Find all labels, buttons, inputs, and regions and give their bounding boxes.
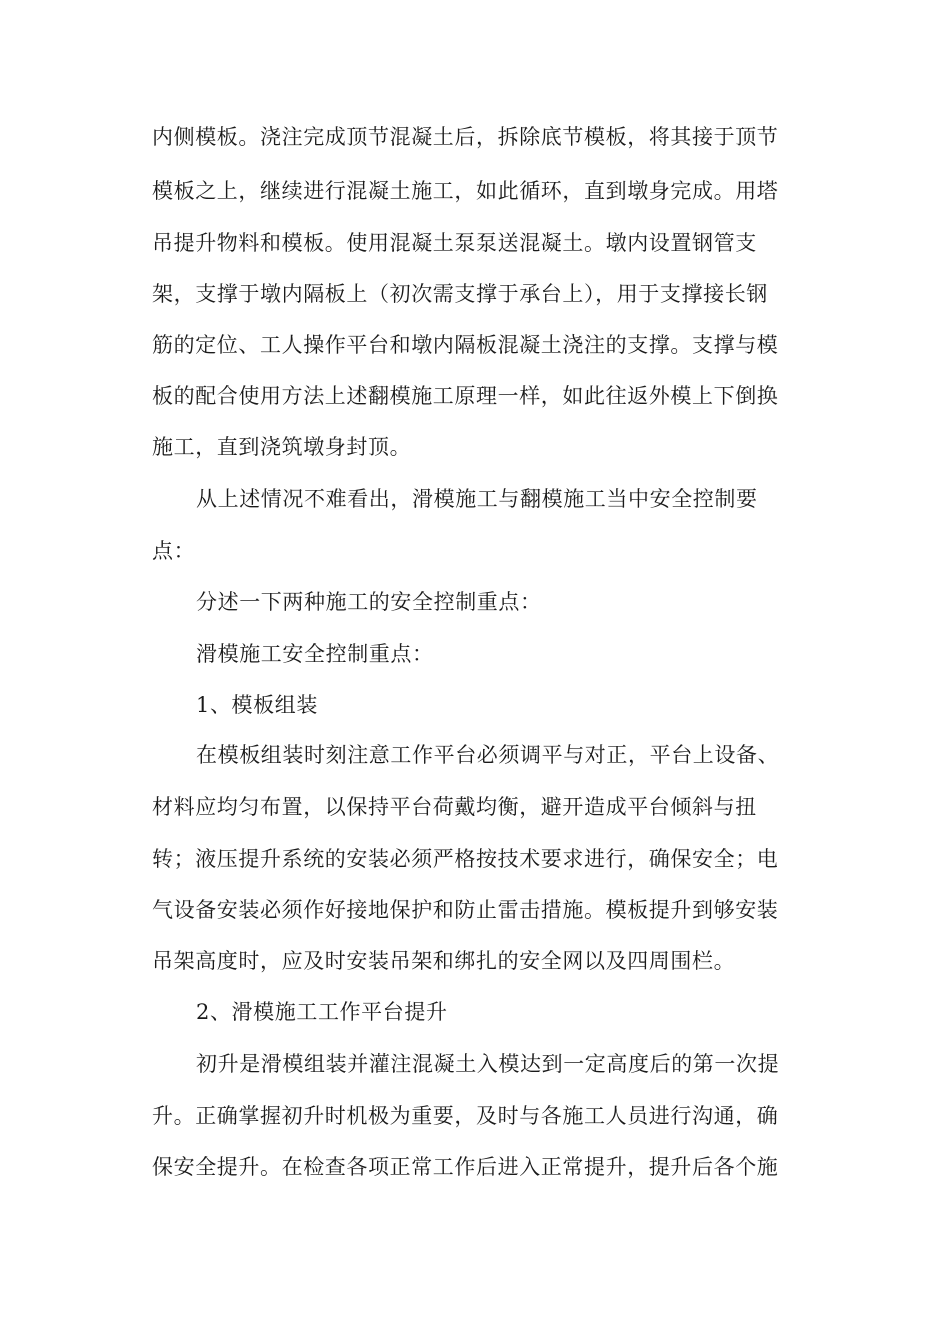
body-text-line: 材料应均匀布置，以保持平台荷戴均衡，避开造成平台倾斜与扭 (152, 795, 757, 819)
body-text-line: 保安全提升。在检查各项正常工作后进入正常提升，提升后各个施 (152, 1155, 779, 1179)
body-text-line: 吊提升物料和模板。使用混凝土泵泵送混凝土。墩内设置钢管支 (152, 231, 757, 255)
subsection-heading: 2、滑模施工工作平台提升 (196, 1000, 448, 1024)
body-text-line: 筋的定位、工人操作平台和墩内隔板混凝土浇注的支撑。支撑与模 (152, 333, 779, 357)
body-text-line: 转；液压提升系统的安装必须严格按技术要求进行，确保安全；电 (152, 847, 779, 871)
body-text-line: 吊架高度时，应及时安装吊架和绑扎的安全网以及四周围栏。 (152, 949, 736, 973)
body-text-line: 升。正确掌握初升时机极为重要，及时与各施工人员进行沟通，确 (152, 1104, 779, 1128)
body-text-line: 初升是滑模组装并灌注混凝土入模达到一定高度后的第一次提 (196, 1052, 780, 1076)
body-text-line: 点： (152, 539, 196, 563)
body-text-line: 架，支撑于墩内隔板上（初次需支撑于承台上），用于支撑接长钢 (152, 282, 768, 306)
body-text-line: 内侧模板。浇注完成顶节混凝土后，拆除底节模板，将其接于顶节 (152, 125, 779, 149)
body-text-line: 模板之上，继续进行混凝土施工，如此循环，直到墩身完成。用塔 (152, 179, 779, 203)
body-text-line: 板的配合使用方法上述翻模施工原理一样，如此往返外模上下倒换 (152, 384, 779, 408)
section-heading: 滑模施工安全控制重点： (196, 642, 434, 666)
body-text-line: 在模板组装时刻注意工作平台必须调平与对正，平台上设备、 (196, 743, 780, 767)
body-text-line: 施工，直到浇筑墩身封顶。 (152, 435, 412, 459)
body-text-line: 气设备安装必须作好接地保护和防止雷击措施。模板提升到够安装 (152, 898, 779, 922)
body-text-line: 从上述情况不难看出，滑模施工与翻模施工当中安全控制要 (196, 487, 758, 511)
body-text-line: 分述一下两种施工的安全控制重点： (196, 590, 542, 614)
subsection-heading: 1、模板组装 (196, 693, 318, 717)
